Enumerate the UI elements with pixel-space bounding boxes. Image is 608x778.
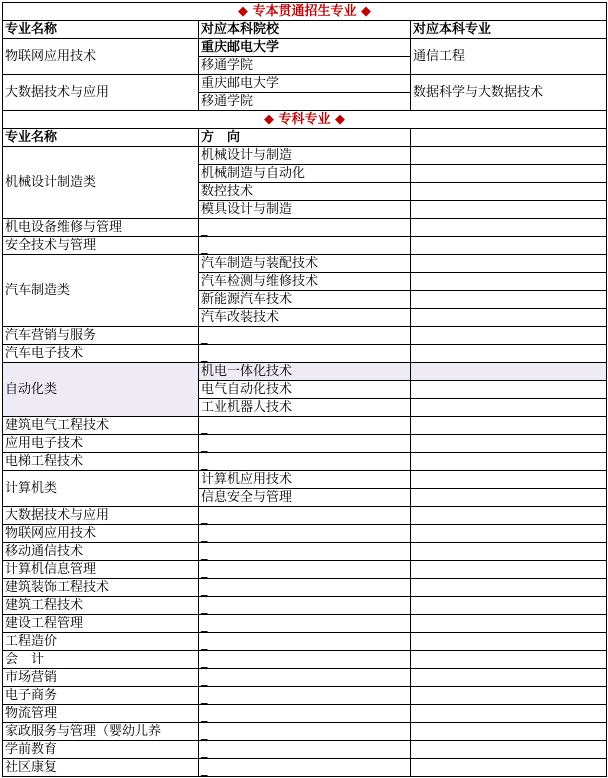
table-row xyxy=(3,219,607,237)
direction-cell: _ xyxy=(199,633,411,651)
direction-cell: _ xyxy=(199,741,411,759)
direction-cell: _ xyxy=(199,597,411,615)
empty-cell xyxy=(411,705,607,723)
empty-cell xyxy=(411,471,607,489)
empty-cell xyxy=(411,759,607,777)
table-row xyxy=(3,237,607,255)
table-row xyxy=(3,687,607,705)
table-row xyxy=(3,435,607,453)
empty-cell xyxy=(411,561,607,579)
empty-cell xyxy=(411,723,607,741)
direction-cell: 工业机器人技术 xyxy=(199,399,411,417)
table-row xyxy=(3,507,607,525)
header-major: 专业名称 xyxy=(3,21,199,39)
table-row xyxy=(3,345,607,363)
table-row xyxy=(3,651,607,669)
major-cell: 汽车电子技术 xyxy=(3,345,199,363)
direction-cell: _ xyxy=(199,453,411,471)
header-school: 对应本科院校 xyxy=(199,21,411,39)
empty-cell xyxy=(411,597,607,615)
empty-cell xyxy=(411,453,607,471)
direction-cell: 汽车检测与维修技术 xyxy=(199,273,411,291)
table-row xyxy=(3,327,607,345)
major-cell: 家政服务与管理（婴幼儿养 xyxy=(3,723,199,741)
direction-cell: 新能源汽车技术 xyxy=(199,291,411,309)
table-row xyxy=(3,633,607,651)
empty-cell xyxy=(411,147,607,165)
empty-cell xyxy=(411,219,607,237)
major-cell: 电子商务 xyxy=(3,687,199,705)
empty-cell xyxy=(411,309,607,327)
major-cell: 会 计 xyxy=(3,651,199,669)
direction-cell: _ xyxy=(199,525,411,543)
direction-cell: _ xyxy=(199,579,411,597)
empty-cell xyxy=(411,633,607,651)
major-cell: 社区康复 xyxy=(3,759,199,777)
top-row xyxy=(3,39,607,57)
table-row xyxy=(3,255,607,273)
table-row xyxy=(3,561,607,579)
table-row xyxy=(3,363,607,381)
header-empty xyxy=(411,129,607,147)
header-bachelor: 对应本科专业 xyxy=(411,21,607,39)
major-cell: 计算机信息管理 xyxy=(3,561,199,579)
major-cell: 工程造价 xyxy=(3,633,199,651)
direction-cell: 机电一体化技术 xyxy=(199,363,411,381)
empty-cell xyxy=(411,507,607,525)
major-cell: 机械设计制造类 xyxy=(3,147,199,219)
top-header-row xyxy=(3,21,607,39)
major-cell: 汽车制造类 xyxy=(3,255,199,327)
direction-cell: _ xyxy=(199,237,411,255)
empty-cell xyxy=(411,399,607,417)
major-cell: 物流管理 xyxy=(3,705,199,723)
table-row xyxy=(3,705,607,723)
empty-cell xyxy=(411,435,607,453)
bottom-header-row xyxy=(3,129,607,147)
direction-cell: _ xyxy=(199,507,411,525)
empty-cell xyxy=(411,237,607,255)
direction-cell: _ xyxy=(199,723,411,741)
school-cell: 重庆邮电大学 xyxy=(199,75,411,93)
direction-cell: _ xyxy=(199,759,411,777)
direction-cell: 机械设计与制造 xyxy=(199,147,411,165)
empty-cell xyxy=(411,327,607,345)
table-row xyxy=(3,525,607,543)
direction-cell: _ xyxy=(199,435,411,453)
empty-cell xyxy=(411,615,607,633)
major-cell: 大数据技术与应用 xyxy=(3,507,199,525)
major-cell: 建设工程管理 xyxy=(3,615,199,633)
empty-cell xyxy=(411,363,607,381)
empty-cell xyxy=(411,183,607,201)
direction-cell: 信息安全与管理 xyxy=(199,489,411,507)
direction-cell: _ xyxy=(199,327,411,345)
direction-cell: _ xyxy=(199,417,411,435)
direction-cell: _ xyxy=(199,705,411,723)
major-cell: 学前教育 xyxy=(3,741,199,759)
direction-cell: _ xyxy=(199,615,411,633)
table-row xyxy=(3,453,607,471)
table-row xyxy=(3,147,607,165)
table-row xyxy=(3,417,607,435)
bachelor-cell: 通信工程 xyxy=(411,39,607,75)
table-row xyxy=(3,669,607,687)
direction-cell: 计算机应用技术 xyxy=(199,471,411,489)
empty-cell xyxy=(411,687,607,705)
direction-cell: _ xyxy=(199,651,411,669)
major-cell: 安全技术与管理 xyxy=(3,237,199,255)
empty-cell xyxy=(411,291,607,309)
empty-cell xyxy=(411,165,607,183)
table-row xyxy=(3,723,607,741)
empty-cell xyxy=(411,579,607,597)
empty-cell xyxy=(411,273,607,291)
major-cell: 大数据技术与应用 xyxy=(3,75,199,111)
school-cell: 移通学院 xyxy=(199,57,411,75)
major-cell: 应用电子技术 xyxy=(3,435,199,453)
empty-cell xyxy=(411,651,607,669)
empty-cell xyxy=(411,741,607,759)
section-title-row xyxy=(3,3,607,21)
major-cell: 自动化类 xyxy=(3,363,199,417)
table-row xyxy=(3,615,607,633)
major-cell: 电梯工程技术 xyxy=(3,453,199,471)
major-cell: 计算机类 xyxy=(3,471,199,507)
school-cell: 重庆邮电大学 xyxy=(199,39,411,57)
table-row xyxy=(3,579,607,597)
section-title-row xyxy=(3,111,607,129)
direction-cell: 模具设计与制造 xyxy=(199,201,411,219)
major-cell: 物联网应用技术 xyxy=(3,525,199,543)
major-cell: 移动通信技术 xyxy=(3,543,199,561)
empty-cell xyxy=(411,417,607,435)
table-row xyxy=(3,597,607,615)
major-cell: 汽车营销与服务 xyxy=(3,327,199,345)
empty-cell xyxy=(411,489,607,507)
empty-cell xyxy=(411,669,607,687)
major-cell: 建筑装饰工程技术 xyxy=(3,579,199,597)
empty-cell xyxy=(411,255,607,273)
major-cell: 市场营销 xyxy=(3,669,199,687)
direction-cell: 机械制造与自动化 xyxy=(199,165,411,183)
direction-cell: 汽车改装技术 xyxy=(199,309,411,327)
direction-cell: 汽车制造与装配技术 xyxy=(199,255,411,273)
table-row xyxy=(3,759,607,777)
direction-cell: _ xyxy=(199,669,411,687)
major-cell: 建筑电气工程技术 xyxy=(3,417,199,435)
empty-cell xyxy=(411,543,607,561)
table-row xyxy=(3,471,607,489)
direction-cell: _ xyxy=(199,687,411,705)
major-cell: 建筑工程技术 xyxy=(3,597,199,615)
direction-cell: _ xyxy=(199,345,411,363)
majors-table xyxy=(2,2,607,777)
direction-cell: _ xyxy=(199,543,411,561)
top-row xyxy=(3,75,607,93)
major-cell: 机电设备维修与管理 xyxy=(3,219,199,237)
direction-cell: 数控技术 xyxy=(199,183,411,201)
direction-cell: _ xyxy=(199,561,411,579)
direction-cell: 电气自动化技术 xyxy=(199,381,411,399)
table-row xyxy=(3,543,607,561)
empty-cell xyxy=(411,201,607,219)
major-cell: 物联网应用技术 xyxy=(3,39,199,75)
header-major: 专业名称 xyxy=(3,129,199,147)
empty-cell xyxy=(411,381,607,399)
header-direction: 方 向 xyxy=(199,129,411,147)
table-row xyxy=(3,741,607,759)
section-title-bottom: ◆ 专科专业 ◆ xyxy=(3,111,607,129)
bachelor-cell: 数据科学与大数据技术 xyxy=(411,75,607,111)
empty-cell xyxy=(411,345,607,363)
empty-cell xyxy=(411,525,607,543)
school-cell: 移通学院 xyxy=(199,93,411,111)
direction-cell: _ xyxy=(199,219,411,237)
section-title-top: ◆ 专本贯通招生专业 ◆ xyxy=(3,3,607,21)
